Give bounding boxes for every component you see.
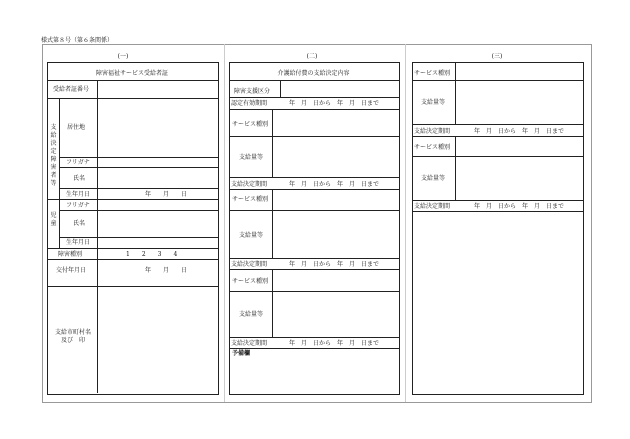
decision-period-label-5: 支給決定期間 <box>414 203 451 210</box>
issue-date-value: 年 月 日 <box>145 267 188 274</box>
panel-divider <box>224 44 225 402</box>
municipality-seal-label: 及び 印 <box>60 337 85 344</box>
child-name-label: 氏名 <box>73 220 86 227</box>
decision-title: 介護給付費の支給決定内容 <box>277 70 350 77</box>
amount-label-4: 支給量等 <box>421 99 446 106</box>
form-number: 様式第８号（第６条関係） <box>41 37 114 44</box>
remarks-label: 予備欄 <box>232 350 251 357</box>
address-label: 居住地 <box>67 124 86 131</box>
issue-date-label: 交付年月日 <box>56 267 87 274</box>
panel-3-border <box>412 62 584 395</box>
amount-label-3: 支給量等 <box>239 311 264 318</box>
cert-number-label: 受給者証番号 <box>53 86 90 93</box>
service-type-label-5: サービス種別 <box>414 144 451 151</box>
disability-type-options: 1 2 3 4 <box>126 251 178 258</box>
decision-period-value-2: 年 月 日から 年 月 日まで <box>289 261 380 268</box>
decision-period-value-1: 年 月 日から 年 月 日まで <box>289 181 380 188</box>
amount-label-5: 支給量等 <box>421 175 446 182</box>
support-class-label: 障害支援区分 <box>234 88 271 95</box>
furigana-label: フリガナ <box>66 159 90 166</box>
section-1-header: (一) <box>117 53 129 60</box>
birthdate-label: 生年月日 <box>66 191 91 198</box>
municipality-label: 支給市町村名 <box>54 329 91 336</box>
decision-period-label-1: 支給決定期間 <box>231 181 268 188</box>
name-label: 氏名 <box>73 175 86 182</box>
certificate-title: 障害福祉サービス受給者証 <box>95 70 168 77</box>
child-birthdate-label: 生年月日 <box>66 239 91 246</box>
decision-period-label-3: 支給決定期間 <box>231 340 268 347</box>
decision-period-value-3: 年 月 日から 年 月 日まで <box>289 340 380 347</box>
amount-label-1: 支給量等 <box>239 154 264 161</box>
amount-label-2: 支給量等 <box>239 232 264 239</box>
disability-type-label: 障害種別 <box>58 251 83 258</box>
panel-1-border <box>47 62 219 395</box>
child-furigana-label: フリガナ <box>66 202 90 209</box>
decision-period-label-4: 支給決定期間 <box>414 128 451 135</box>
decision-period-label-2: 支給決定期間 <box>231 261 268 268</box>
birthdate-value: 年 月 日 <box>145 191 188 198</box>
child-group-label: 児童 <box>50 212 57 227</box>
cert-period-value: 年 月 日から 年 月 日まで <box>289 100 380 107</box>
panel-divider <box>405 44 406 402</box>
section-3-header: (三) <box>491 53 503 60</box>
cert-period-label: 認定有効期間 <box>231 100 268 107</box>
decision-period-value-5: 年 月 日から 年 月 日まで <box>474 203 565 210</box>
section-2-header: (二) <box>306 53 318 60</box>
decided-person-group-label: 支給決定障害者等 <box>50 124 57 187</box>
service-type-label-1: サービス種別 <box>232 121 269 128</box>
decision-period-value-4: 年 月 日から 年 月 日まで <box>474 128 565 135</box>
service-type-label-2: サービス種別 <box>232 196 269 203</box>
service-type-label-3: サービス種別 <box>232 278 269 285</box>
service-type-label-4: サービス種別 <box>414 70 451 77</box>
